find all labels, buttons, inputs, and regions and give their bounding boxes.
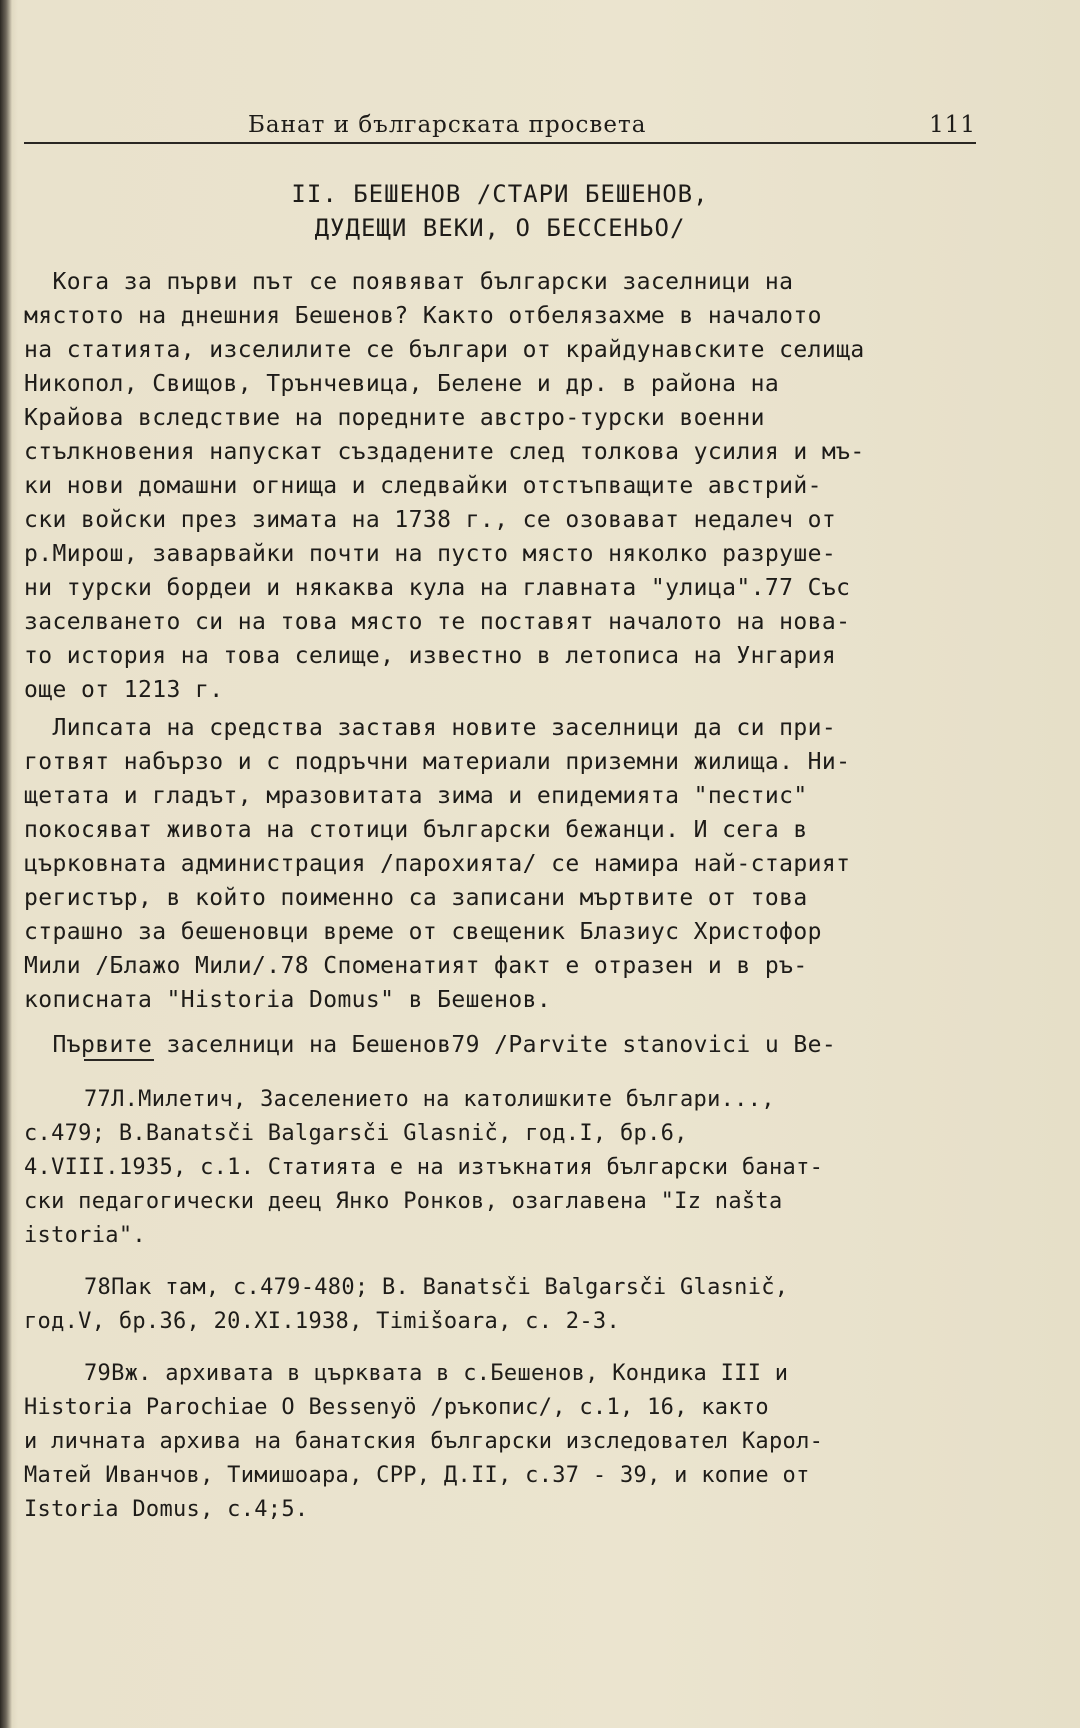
footnote-line: ски педагогически деец Янко Ронков, озаглавена "Iz našta <box>24 1189 783 1214</box>
body-line: р.Мирош, заварвайки почти на пусто място няколко разруше- <box>24 541 837 567</box>
body-line: ни турски бордеи и някаква кула на главната "улица".77 Със <box>24 575 851 601</box>
footnote-line: Матей Иванчов, Тимишоара, СРР, Д.II, с.37 - 39, и копие от <box>24 1463 810 1488</box>
footnote-line: Istoria Domus, с.4;5. <box>24 1497 309 1522</box>
footnote-line: 77Л.Милетич, Заселението на католишките българи..., <box>84 1087 775 1112</box>
body-line: покосяват живота на стотици български бежанци. И сега в <box>24 817 808 843</box>
running-header-title: Банат и българската просвета <box>248 112 647 138</box>
body-line: Крайова вследствие на поредните австро-турски военни <box>24 405 765 431</box>
body-line: Никопол, Свищов, Трънчевица, Белене и др. в района на <box>24 371 780 397</box>
body-line: регистър, в който поименно са записани мъртвите от това <box>24 885 808 911</box>
body-line: ки нови домашни огнища и следвайки отстъпващите австрий- <box>24 473 822 499</box>
body-line: мястото на днешния Бешенов? Както отбелязахме в началото <box>24 303 822 329</box>
page-number: 111 <box>929 112 976 138</box>
body-line: още от 1213 г. <box>24 677 224 703</box>
body-line: на статията, изселилите се българи от крайдунавските селища <box>24 337 865 363</box>
body-line: кописната "Historia Domus" в Бешенов. <box>24 987 552 1013</box>
footnote-line: istoria". <box>24 1223 146 1248</box>
body-line: Мили /Блажо Мили/.78 Споменатият факт е отразен и в ръ- <box>24 953 808 979</box>
body-line: църковната администрация /парохията/ се намира най-старият <box>24 851 851 877</box>
body-line: заселването си на това място те поставят началото на нова- <box>24 609 851 635</box>
footnote-line: с.479; В.Banatsči Balgarsči Glasnič, год.I, бр.6, <box>24 1121 688 1146</box>
body-line: Първите заселници на Бешенов79 /Parvite stanovici u Be- <box>24 1032 837 1058</box>
footnote-line: 79Вж. архивата в църквата в с.Бешенов, Кондика III и <box>84 1361 789 1386</box>
section-heading-line-2: ДУДЕЩИ ВЕКИ, О БЕССЕНЬО/ <box>314 214 686 242</box>
body-line: Кога за първи път се появяват български заселници на <box>24 269 794 295</box>
footnote-line: Historia Parochiae O Bessenyö /ръкопис/, с.1, 16, както <box>24 1395 769 1420</box>
running-header <box>24 108 976 144</box>
body-line: то история на това селище, известно в летописа на Унгария <box>24 643 837 669</box>
body-line: страшно за бешеновци време от свещеник Блазиус Христофор <box>24 919 822 945</box>
footnote-separator <box>84 1059 154 1061</box>
body-line: стълкновения напускат създадените след толкова усилия и мъ- <box>24 439 865 465</box>
body-line: Липсата на средства заставя новите заселници да си при- <box>24 715 837 741</box>
book-spine-shadow <box>0 0 12 1728</box>
footnote-line: и личната архива на банатския български изследовател Карол- <box>24 1429 824 1454</box>
footnote-line: 78Пак там, с.479-480; В. Banatsči Balgarsči Glasnič, <box>84 1275 789 1300</box>
body-line: готвят набързо и с подръчни материали приземни жилища. Ни- <box>24 749 851 775</box>
footnote-line: год.V, бр.36, 20.XI.1938, Timišoara, с. 2-3. <box>24 1309 620 1334</box>
footnote-line: 4.VIII.1935, с.1. Статията е на изтъкнатия български банат- <box>24 1155 824 1180</box>
body-line: ски войски през зимата на 1738 г., се озовават недалеч от <box>24 507 837 533</box>
body-line: щетата и гладът, мразовитата зима и епидемията "пестис" <box>24 783 808 809</box>
section-heading-line-1: II. БЕШЕНОВ /СТАРИ БЕШЕНОВ, <box>291 180 709 208</box>
